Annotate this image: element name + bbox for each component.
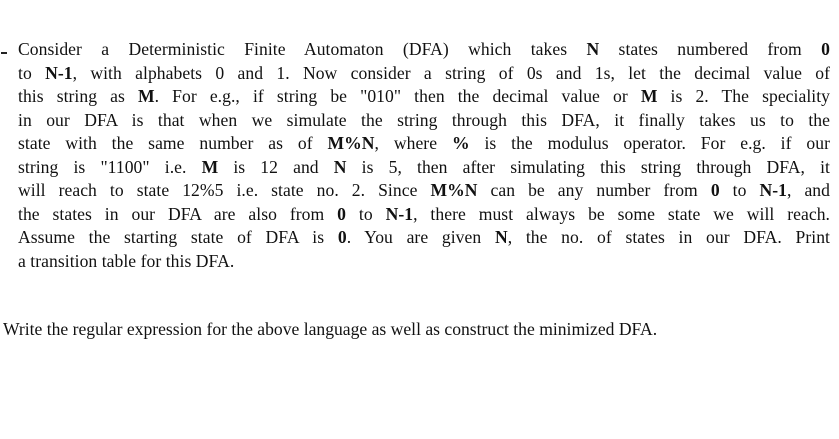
bold-term: 0 (337, 203, 347, 224)
problem-line (18, 85, 830, 109)
problem-line (18, 250, 830, 274)
bold-term: M%N (327, 133, 375, 153)
text-run: , with alphabets 0 and 1. Now consider a string of 0s and 1s, let the decimal value of (72, 62, 830, 83)
list-bullet (1, 52, 7, 54)
problem-line (18, 226, 830, 250)
bold-term: N (494, 227, 508, 247)
bold-term: 0 (710, 180, 720, 200)
bold-term: N (333, 156, 347, 177)
text-run: is 2. The speciality (657, 86, 830, 106)
problem-line (18, 109, 830, 133)
problem-line (18, 132, 830, 156)
bold-term: N-1 (385, 203, 414, 224)
text-run: , and (786, 180, 830, 200)
text-run: is 5, then after simulating this string through DFA, it (346, 156, 830, 177)
problem-line (18, 203, 830, 227)
bold-term: % (451, 133, 470, 153)
text-run: a transition table for this DFA. (18, 250, 235, 271)
text-run: string is "1100" i.e. (18, 156, 202, 177)
text-run: can be any number from (477, 180, 711, 200)
text-run: the states in our DFA are also from (18, 203, 338, 224)
text-run: to (18, 62, 46, 83)
text-run: this string as (18, 86, 138, 106)
problem-line (18, 156, 830, 180)
text-run: in our DFA is that when we simulate the string through this DFA, it finally takes us to the (18, 109, 830, 130)
text-run: , where (374, 133, 452, 153)
problem-statement (18, 38, 830, 273)
text-run: is 12 and (218, 156, 334, 177)
text-run: Assume the starting state of DFA is (18, 227, 338, 247)
problem-line (18, 62, 830, 86)
bold-term: N (586, 39, 600, 59)
text-run: will reach to state 12%5 i.e. state no. 2. Since (18, 180, 431, 200)
text-run: , the no. of states in our DFA. Print (507, 227, 830, 247)
bold-term: 0 (337, 227, 347, 247)
bold-term: M (201, 156, 219, 177)
bold-term: N-1 (759, 180, 787, 200)
problem-line (18, 179, 830, 203)
text-run: to (719, 180, 760, 200)
bold-term: M (137, 86, 155, 106)
question-text: Write the regular expression for the above language as well as construct the minimized DFA. (3, 319, 658, 339)
bold-term: N-1 (45, 62, 73, 83)
bold-term: M%N (430, 180, 478, 200)
problem-line (18, 38, 830, 62)
text-run: . For e.g., if string be "010" then the decimal value or (154, 86, 641, 106)
text-run: is the modulus operator. For e.g. if our (469, 133, 830, 153)
text-run: . You are given (346, 227, 495, 247)
text-run: , there must always be some state we will reach. (413, 203, 830, 224)
text-run: state with the same number as of (18, 133, 328, 153)
bold-term: M (640, 86, 658, 106)
text-run: to (346, 203, 386, 224)
text-run: Consider a Deterministic Finite Automaton (DFA) which takes (18, 39, 587, 59)
bold-term: 0 (821, 39, 830, 59)
text-run: states numbered from (599, 39, 822, 59)
